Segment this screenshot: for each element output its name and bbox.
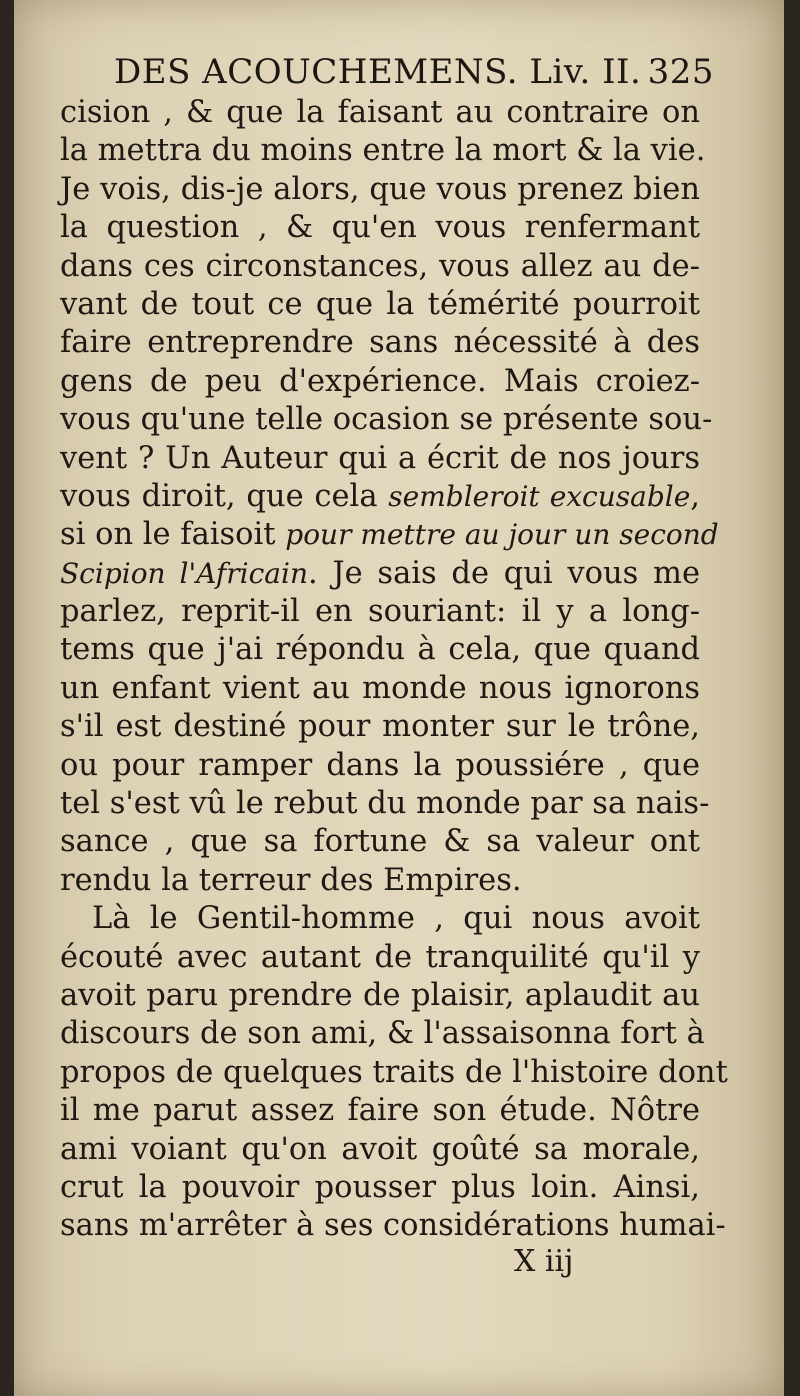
page-number: 325 — [647, 52, 714, 92]
text-line — [60, 286, 700, 324]
line-text: il me parut assez faire son étude. Nôtre — [60, 1093, 700, 1129]
line-text: . Je sais de qui vous me — [307, 555, 700, 591]
text-line — [60, 708, 700, 746]
line-text: ou pour ramper dans la poussiére , que — [60, 747, 700, 783]
line-text: propos de quelques traits de l'histoire dont — [60, 1054, 728, 1090]
text-line — [60, 1131, 700, 1169]
text-line — [60, 516, 719, 554]
line-text: avoit paru prendre de plaisir, aplaudit au — [60, 977, 700, 1013]
text-line — [60, 670, 700, 708]
text-line — [60, 939, 700, 977]
text-line — [60, 593, 700, 631]
text-line — [60, 747, 700, 785]
line-text: vent ? Un Auteur qui a écrit de nos jours — [60, 440, 700, 476]
line-text: crut la pouvoir pousser plus loin. Ainsi, — [60, 1169, 700, 1205]
line-text: tel s'est vû le rebut du monde par sa nais- — [60, 786, 710, 822]
signature-mark: X iij — [514, 1244, 574, 1279]
line-text: ami voiant qu'on avoit goûté sa morale, — [60, 1131, 700, 1167]
line-text: la mettra du moins entre la mort & la vie. — [60, 133, 706, 169]
text-line — [60, 363, 700, 401]
text-line — [60, 977, 700, 1015]
text-line — [60, 401, 713, 439]
italic-phrase: sembleroit excusable — [388, 479, 691, 513]
line-text: gens de peu d'expérience. Mais croiez- — [60, 363, 700, 399]
running-header — [114, 52, 714, 92]
text-line — [60, 862, 700, 900]
line-text: écouté avec autant de tranquilité qu'il y — [60, 939, 700, 975]
text-line — [60, 440, 700, 478]
line-text: parlez, reprit-il en souriant: il y a long- — [60, 594, 700, 630]
text-line — [60, 823, 700, 861]
line-text: rendu la terreur des Empires. — [60, 862, 522, 898]
line-text: Je vois, dis-je alors, que vous prenez bien — [60, 171, 700, 207]
text-line — [60, 1207, 726, 1245]
line-text: faire entreprendre sans nécessité à des — [60, 325, 700, 361]
body-text — [60, 94, 728, 1246]
line-text: vous qu'une telle ocasion se présente sou- — [60, 402, 713, 438]
text-line — [60, 94, 700, 132]
line-text: discours de son ami, & l'assaisonna fort à — [60, 1016, 705, 1052]
text-line — [60, 631, 700, 669]
text-line — [60, 1092, 700, 1130]
text-line — [60, 132, 706, 170]
line-text: un enfant vient au monde nous ignorons — [60, 670, 700, 706]
text-line — [60, 171, 700, 209]
line-text: vant de tout ce que la témérité pourroit — [60, 286, 700, 322]
text-line — [60, 478, 700, 516]
text-line — [60, 1054, 728, 1092]
line-text: Là le Gentil-homme , qui nous avoit — [92, 901, 700, 937]
line-text: dans ces circonstances, vous allez au de- — [60, 248, 700, 284]
line-text: si on le faisoit — [60, 517, 286, 553]
text-line — [60, 248, 700, 286]
line-text: cision , & que la faisant au contraire on — [60, 95, 700, 130]
text-line — [60, 900, 700, 938]
line-text: s'il est destiné pour monter sur le trône, — [60, 709, 700, 745]
line-text: tems que j'ai répondu à cela, que quand — [60, 632, 700, 668]
text-line — [60, 785, 710, 823]
line-text: la question , & qu'en vous renfermant — [60, 210, 700, 246]
text-line — [60, 324, 700, 362]
italic-phrase: Scipion l'Africain — [60, 556, 308, 590]
text-line — [60, 1015, 705, 1053]
text-line — [60, 555, 700, 593]
line-text: sans m'arrêter à ses considérations humai- — [60, 1208, 726, 1244]
italic-phrase: pour mettre au jour un second — [285, 518, 719, 552]
book-page — [14, 0, 784, 1396]
text-line — [60, 209, 700, 247]
line-text: vous diroit, que cela — [60, 478, 389, 514]
line-text: sance , que sa fortune & sa valeur ont — [60, 824, 700, 860]
text-line — [60, 1169, 700, 1207]
running-title: DES ACOUCHEMENS. Liv. II. — [114, 52, 642, 92]
line-text: , — [690, 478, 700, 514]
